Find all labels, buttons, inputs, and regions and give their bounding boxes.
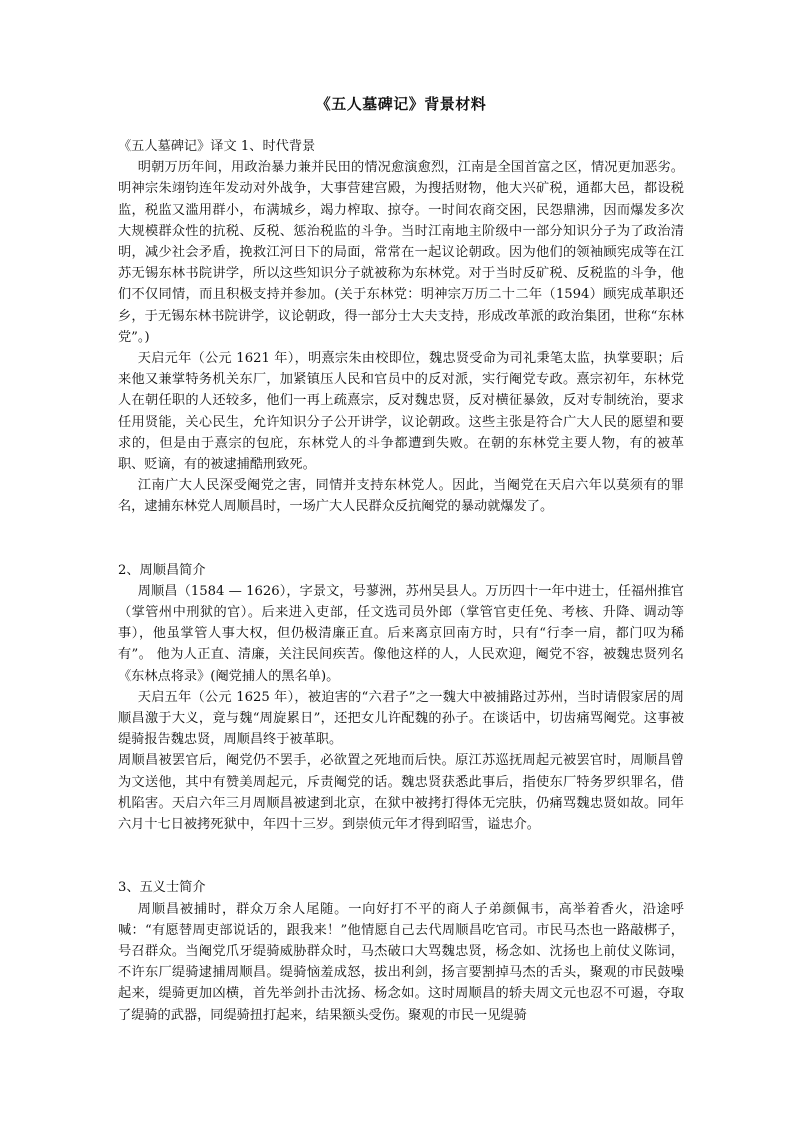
section-spacer [118, 518, 684, 560]
document-page [118, 92, 684, 1026]
section1-paragraph-1: 明朝万历年间，用政治暴力兼并民田的情况愈演愈烈，江南是全国首富之区，情况更加恶劣。明神宗朱翊钧连年发动对外战争，大事营建宫殿，为搜括财物，他大兴矿税，通都大邑，都设税监，税监又滥用群小，布满城乡，竭力榨取、掠夺。一时间农商交困，民怨鼎沸，因而爆发多次大规模群众性的抗税、反税、惩治税监的斗争。当时江南地主阶级中一部分知识分子为了政治清明，减少社会矛盾，挽救江河日下的局面，常常在一起议论朝政。因为他们的领袖顾宪成等在江苏无锡东林书院讲学，所以这些知识分子就被称为东林党。对于当时反矿税、反税监的斗争，他们不仅同情，而且积极支持并参加。(关于东林党：明神宗万历二十二年（1594）顾宪成革职还乡，于无锡东林书院讲学，议论朝政，得一部分士大夫支持，形成改革派的政治集团，世称“东林党”。) [118, 160, 684, 345]
section2-paragraph-2: 天启五年（公元 1625 年），被迫害的“六君子”之一魏大中被捕路过苏州，当时请假家居的周顺昌激于大义，竟与魏“周旋累日”，还把女儿许配魏的孙子。在谈话中，切齿痛骂阉党。这事被缇骑报告魏忠贤，周顺昌终于被革职。 [118, 689, 684, 748]
section1-paragraph-2: 天启元年（公元 1621 年），明熹宗朱由校即位，魏忠贤受命为司礼秉笔太监，执掌要职；后来他又兼掌特务机关东厂，加紧镇压人民和官员中的反对派，实行阉党专政。熹宗初年，东林党人在朝任职的人还较多，他们一再上疏熹宗，反对魏忠贤，反对横征暴敛，反对专制统治，要求任用贤能，关心民生，允许知识分子公开讲学，议论朝政。这些主张是符合广大人民的愿望和要求的，但是由于熹宗的包庇，东林党人的斗争都遭到失败。在朝的东林党主要人物，有的被革职、贬谪，有的被逮捕酷刑致死。 [118, 351, 684, 473]
section2-paragraph-3: 周顺昌被罢官后，阉党仍不罢手，必欲置之死地而后快。原江苏巡抚周起元被罢官时，周顺昌曾为文送他，其中有赞美周起元，斥责阉党的话。魏忠贤获悉此事后，指使东厂特务罗织罪名，借机陷害。天启六年三月周顺昌被逮到北京，在狱中被拷打得体无完肤，仍痛骂魏忠贤如故。同年六月十七日被拷死狱中，年四十三岁。到崇侦元年才得到昭雪，谥忠介。 [118, 753, 684, 833]
document-title: 《五人墓碑记》背景材料 [315, 95, 487, 113]
section3-paragraph-1: 周顺昌被捕时，群众万余人尾随。一向好打不平的商人子弟颜佩韦，高举着香火，沿途呼喊：“有愿替周吏部说话的，跟我来！”他情愿自己去代周顺昌吃官司。市民马杰也一路敲梆子，号召群众。当阉党爪牙缇骑威胁群众时，马杰破口大骂魏忠贤，杨念如、沈扬也上前仗义陈词，不许东厂缇骑逮捕周顺昌。缇骑恼羞成怒，拔出利剑，扬言要割掉马杰的舌头，聚观的市民鼓噪起来，缇骑更加凶横，首先举剑扑击沈扬、杨念如。这时周顺昌的轿夫周文元也忍不可遏，夺取了缇骑的武器，同缇骑扭打起来，结果额头受伤。聚观的市民一见缇骑 [118, 901, 684, 1023]
section-spacer [118, 835, 684, 877]
section3-heading: 3、五义士简介 [118, 880, 206, 896]
section2-paragraph-1: 周顺昌（1584 — 1626），字景文，号蓼洲，苏州吴县人。万历四十一年中进士，任福州推官（掌管州中刑狱的官）。后来进入吏部，任文选司员外郎（掌管官吏任免、考核、升降、调动等事），他虽掌管人事大权，但仍极清廉正直。后来离京回南方时，只有“行李一肩，都门叹为稀有”。 他为人正直、清廉，关注民间疾苦。像他这样的人，人民欢迎，阉党不容，被魏忠贤列名《东林点将录》(阉党捕人的黑名单)。 [118, 583, 684, 684]
intro-heading: 《五人墓碑记》译文 1、时代背景 [118, 139, 316, 154]
section2-heading: 2、周顺昌简介 [118, 562, 206, 578]
section1-paragraph-3: 江南广大人民深受阉党之害，同情并支持东林党人。因此，当阉党在天启六年以莫须有的罪名，逮捕东林党人周顺昌时，一场广大人民群众反抗阉党的暴动就爆发了。 [118, 478, 684, 515]
